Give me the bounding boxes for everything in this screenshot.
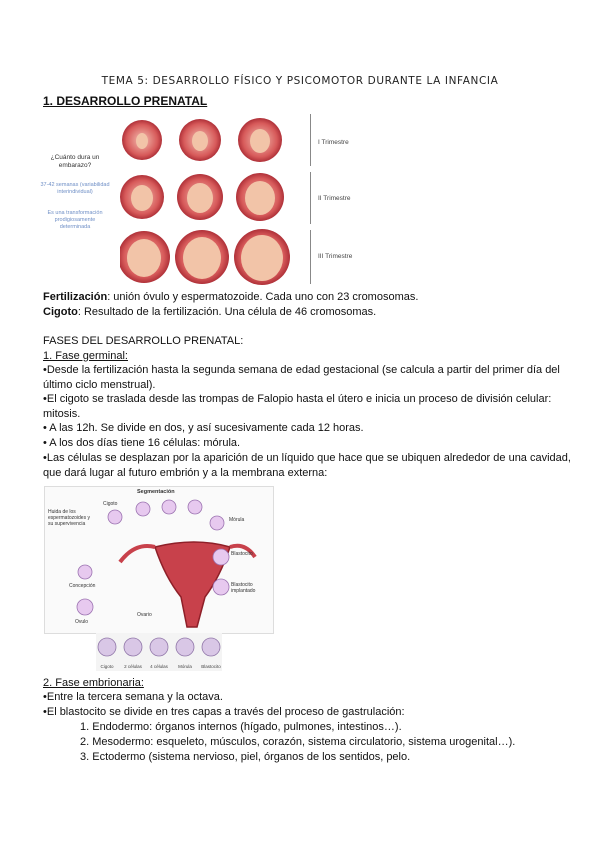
cell-blastocyst (213, 549, 229, 565)
transformation-note: Es una transformación prodigiosamente determinada (47, 210, 103, 230)
seq-label: Cigoto (100, 664, 114, 669)
embryo-illustrations (120, 112, 300, 287)
label-left-note: Huida de los espermatozoides y su supervivencia (48, 509, 90, 527)
fallopian-tube-left (120, 546, 155, 562)
germ-layer-item: 2. Mesodermo: esqueleto, músculos, corazón, sistema circulatorio, sistema urogenital…). (80, 736, 516, 748)
trimester-label-3: III Trimestre (318, 253, 353, 260)
trimester-label-2: II Trimestre (318, 195, 351, 202)
seq-label: Mórula (178, 664, 192, 669)
cell-morula (210, 516, 224, 530)
trimester-figure (40, 112, 380, 287)
zygote-text: : Resultado de la fertilización. Una célula de 46 cromosomas. (77, 306, 377, 318)
trimester-bracket-1 (304, 114, 311, 166)
cell-8 (188, 500, 202, 514)
germinal-bullet: •Las células se desplazan por la aparición de un líquido que hace que se ubiquen alrededor de una cavidad, que dará lugar al futuro embrión y a la membrana externa: (43, 452, 571, 479)
germ-layer-item: 1. Endodermo: órganos internos (hígado, pulmones, intestinos…). (80, 721, 402, 733)
embryo-row-1 (122, 118, 282, 162)
cell-conception (78, 565, 92, 579)
cell-2 (136, 502, 150, 516)
label-cigoto: Cigoto (103, 501, 118, 507)
germinal-bullet: •Desde la fertilización hasta la segunda semana de edad gestacional (se calcula a partir del primer día del último ciclo menstrual). (43, 364, 560, 391)
zygote-definition (43, 305, 563, 320)
seq-label: 4 células (150, 664, 168, 669)
seq-label: 2 células (124, 664, 142, 669)
embryo-row-2 (120, 173, 284, 221)
label-blastocito-implantado: Blastocito implantado (231, 582, 256, 594)
seq-cell-3 (150, 638, 168, 656)
pregnancy-duration-question: ¿Cuánto dura un embarazo? (50, 154, 100, 169)
label-ovario: Ovario (137, 612, 152, 618)
seq-label: Blastocito (201, 664, 221, 669)
germinal-bullet: •El cigoto se traslada desde las trompas de Falopio hasta el útero e inicia un proceso de división celular: mitosis. (43, 393, 552, 420)
germinal-bullet: • A las 12h. Se divide en dos, y así sucesivamente cada 12 horas. (43, 422, 364, 434)
section-heading: 1. DESARROLLO PRENATAL (43, 94, 208, 108)
seq-cell-5 (202, 638, 220, 656)
label-ovulo: Ovulo (75, 619, 89, 625)
fertilization-term: Fertilización (43, 291, 108, 303)
cell-implanted (213, 579, 229, 595)
cell-zygote (108, 510, 122, 524)
trimester-label-1: I Trimestre (318, 139, 349, 146)
fertilization-definition (43, 290, 563, 305)
germinal-phase-title: 1. Fase germinal: (43, 350, 128, 362)
division-sequence (96, 633, 222, 671)
seq-cell-2 (124, 638, 142, 656)
label-morula: Mórula (229, 517, 245, 523)
cell-ovum (77, 599, 93, 615)
germ-layer-item: 3. Ectodermo (sistema nervioso, piel, órganos de los sentidos, pelo. (80, 751, 411, 763)
germinal-bullet: • A los dos días tiene 16 células: mórula. (43, 437, 241, 449)
trimester-bracket-3 (304, 230, 311, 284)
seq-cell-1 (98, 638, 116, 656)
cell-4 (162, 500, 176, 514)
label-concepcion: Concepción (69, 583, 96, 589)
pregnancy-duration-answer: 37-42 semanas (variabilidad interindividual) (40, 182, 110, 195)
fertilization-text: : unión óvulo y espermatozoide. Cada uno con 23 cromosomas. (107, 291, 419, 303)
embryo-row-3 (120, 229, 290, 285)
zygote-term: Cigoto (43, 306, 78, 318)
segmentation-diagram (44, 486, 274, 634)
seq-cell-4 (176, 638, 194, 656)
label-blastocito: Blastocito (231, 551, 253, 557)
embryonic-phase-title: 2. Fase embrionaria: (43, 677, 144, 689)
diagram-title: Segmentación (137, 489, 175, 495)
document-title: TEMA 5: DESARROLLO FÍSICO Y PSICOMOTOR DURANTE LA INFANCIA (101, 75, 499, 87)
trimester-bracket-2 (304, 172, 311, 224)
phases-heading: FASES DEL DESARROLLO PRENATAL: (43, 335, 244, 347)
embryonic-bullet: •El blastocito se divide en tres capas a través del proceso de gastrulación: (43, 706, 405, 718)
embryonic-bullet: •Entre la tercera semana y la octava. (43, 691, 223, 703)
